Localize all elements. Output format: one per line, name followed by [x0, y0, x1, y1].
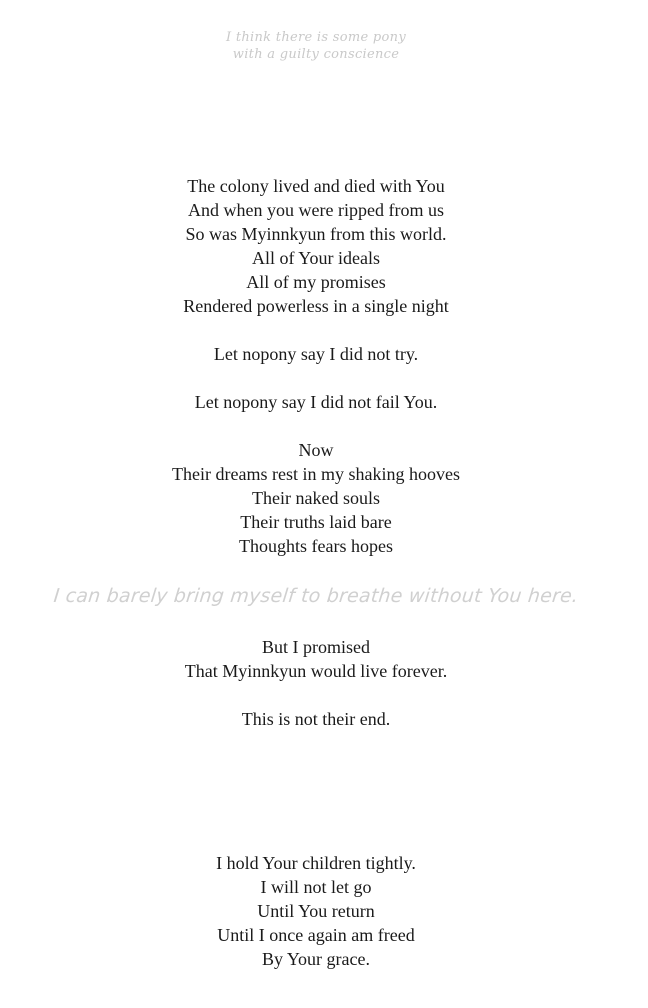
stanza-promised — [0, 635, 632, 683]
stanza-now — [0, 438, 632, 558]
poem-line: All of Your ideals — [251, 248, 380, 268]
stanza-did-not-try — [0, 342, 632, 366]
whisper-line: I think there is some pony — [225, 30, 406, 45]
faded-whisper-top — [0, 29, 632, 63]
poem-line: Their truths laid bare — [240, 512, 392, 532]
stanza-did-not-fail — [0, 390, 632, 414]
stanza-not-their-end — [0, 707, 632, 731]
stanza-hold-children — [0, 851, 632, 971]
poem-line: And when you were ripped from us — [188, 200, 444, 220]
whisper-line: with a guilty conscience — [232, 47, 400, 62]
poem-line: Until I once again am freed — [217, 925, 415, 945]
poem-line: So was Myinnkyun from this world. — [185, 224, 447, 244]
poem-line: All of my promises — [246, 272, 386, 292]
poem-line: Until You return — [257, 901, 375, 921]
poem-line: That Myinnkyun would live forever. — [184, 661, 448, 681]
poem-line: This is not their end. — [241, 709, 391, 729]
poem-line: Now — [298, 440, 334, 460]
poem-line: Rendered powerless in a single night — [183, 296, 449, 316]
poem-line: Their naked souls — [252, 488, 380, 508]
stanza-colony — [0, 174, 632, 318]
poem-line: I will not let go — [260, 877, 372, 897]
poem-line: The colony lived and died with You — [187, 176, 445, 196]
poem-line: Let nopony say I did not try. — [213, 344, 419, 364]
poem-line: Let nopony say I did not fail You. — [194, 392, 438, 412]
poem-line: But I promised — [262, 637, 370, 657]
poem-line: Their dreams rest in my shaking hooves — [172, 464, 460, 484]
poem-line: I hold Your children tightly. — [216, 853, 416, 873]
faded-whisper-middle: I can barely bring myself to breathe without You here. — [52, 585, 580, 607]
poem-line: By Your grace. — [262, 949, 370, 969]
poem-line: Thoughts fears hopes — [239, 536, 393, 556]
